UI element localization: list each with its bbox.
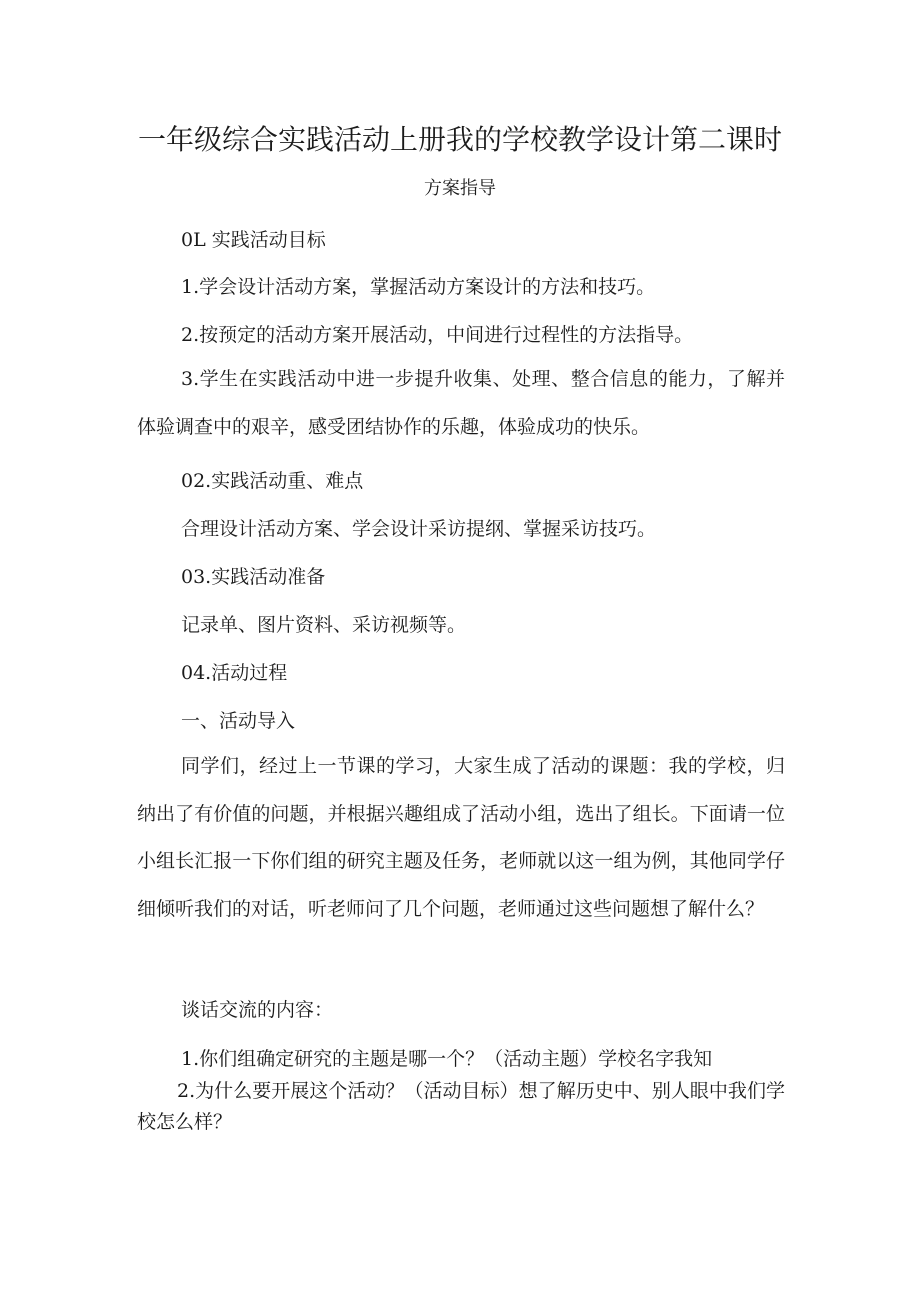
process-heading: 04.活动过程	[181, 662, 288, 684]
intro-paragraph: 同学们，经过上一节课的学习，大家生成了活动的课题：我的学校，归纳出了有价值的问题，并根据兴趣组成了活动小组，选出了组长。下面请一位小组长汇报一下你们组的研究主题及任务，老师就以这一组为例，其他同学仔细倾听我们的对话，听老师问了几个问题，老师通过这些问题想了解什么？	[137, 755, 785, 920]
intro-heading: 一、活动导入	[181, 710, 296, 732]
goal-2: 2.按预定的活动方案开展活动，中间进行过程性的方法指导。	[181, 324, 694, 346]
goal-3: 3.学生在实践活动中进一步提升收集、处理、整合信息的能力，了解并体验调查中的艰辛，感受团结协作的乐趣，体验成功的快乐。	[137, 368, 785, 438]
document-title: 一年级综合实践活动上册我的学校教学设计第二课时	[137, 123, 782, 156]
preparation-heading: 03.实践活动准备	[181, 566, 326, 588]
dialogue-heading: 谈话交流的内容：	[181, 999, 334, 1021]
key-points-text: 合理设计活动方案、学会设计采访提纲、掌握采访技巧。	[181, 518, 657, 540]
question-2: 2.为什么要开展这个活动？（活动目标）想了解历史中、别人眼中我们学校怎么样？	[137, 1080, 785, 1133]
goals-heading: 0L 实践活动目标	[181, 229, 326, 251]
key-points-heading: 02.实践活动重、难点	[181, 470, 364, 492]
preparation-text: 记录单、图片资料、采访视频等。	[181, 614, 467, 636]
goal-1: 1.学会设计活动方案，掌握活动方案设计的方法和技巧。	[181, 276, 656, 298]
document-subtitle: 方案指导	[424, 178, 496, 199]
question-1: 1.你们组确定研究的主题是哪一个？（活动主题）学校名字我知	[181, 1048, 713, 1070]
